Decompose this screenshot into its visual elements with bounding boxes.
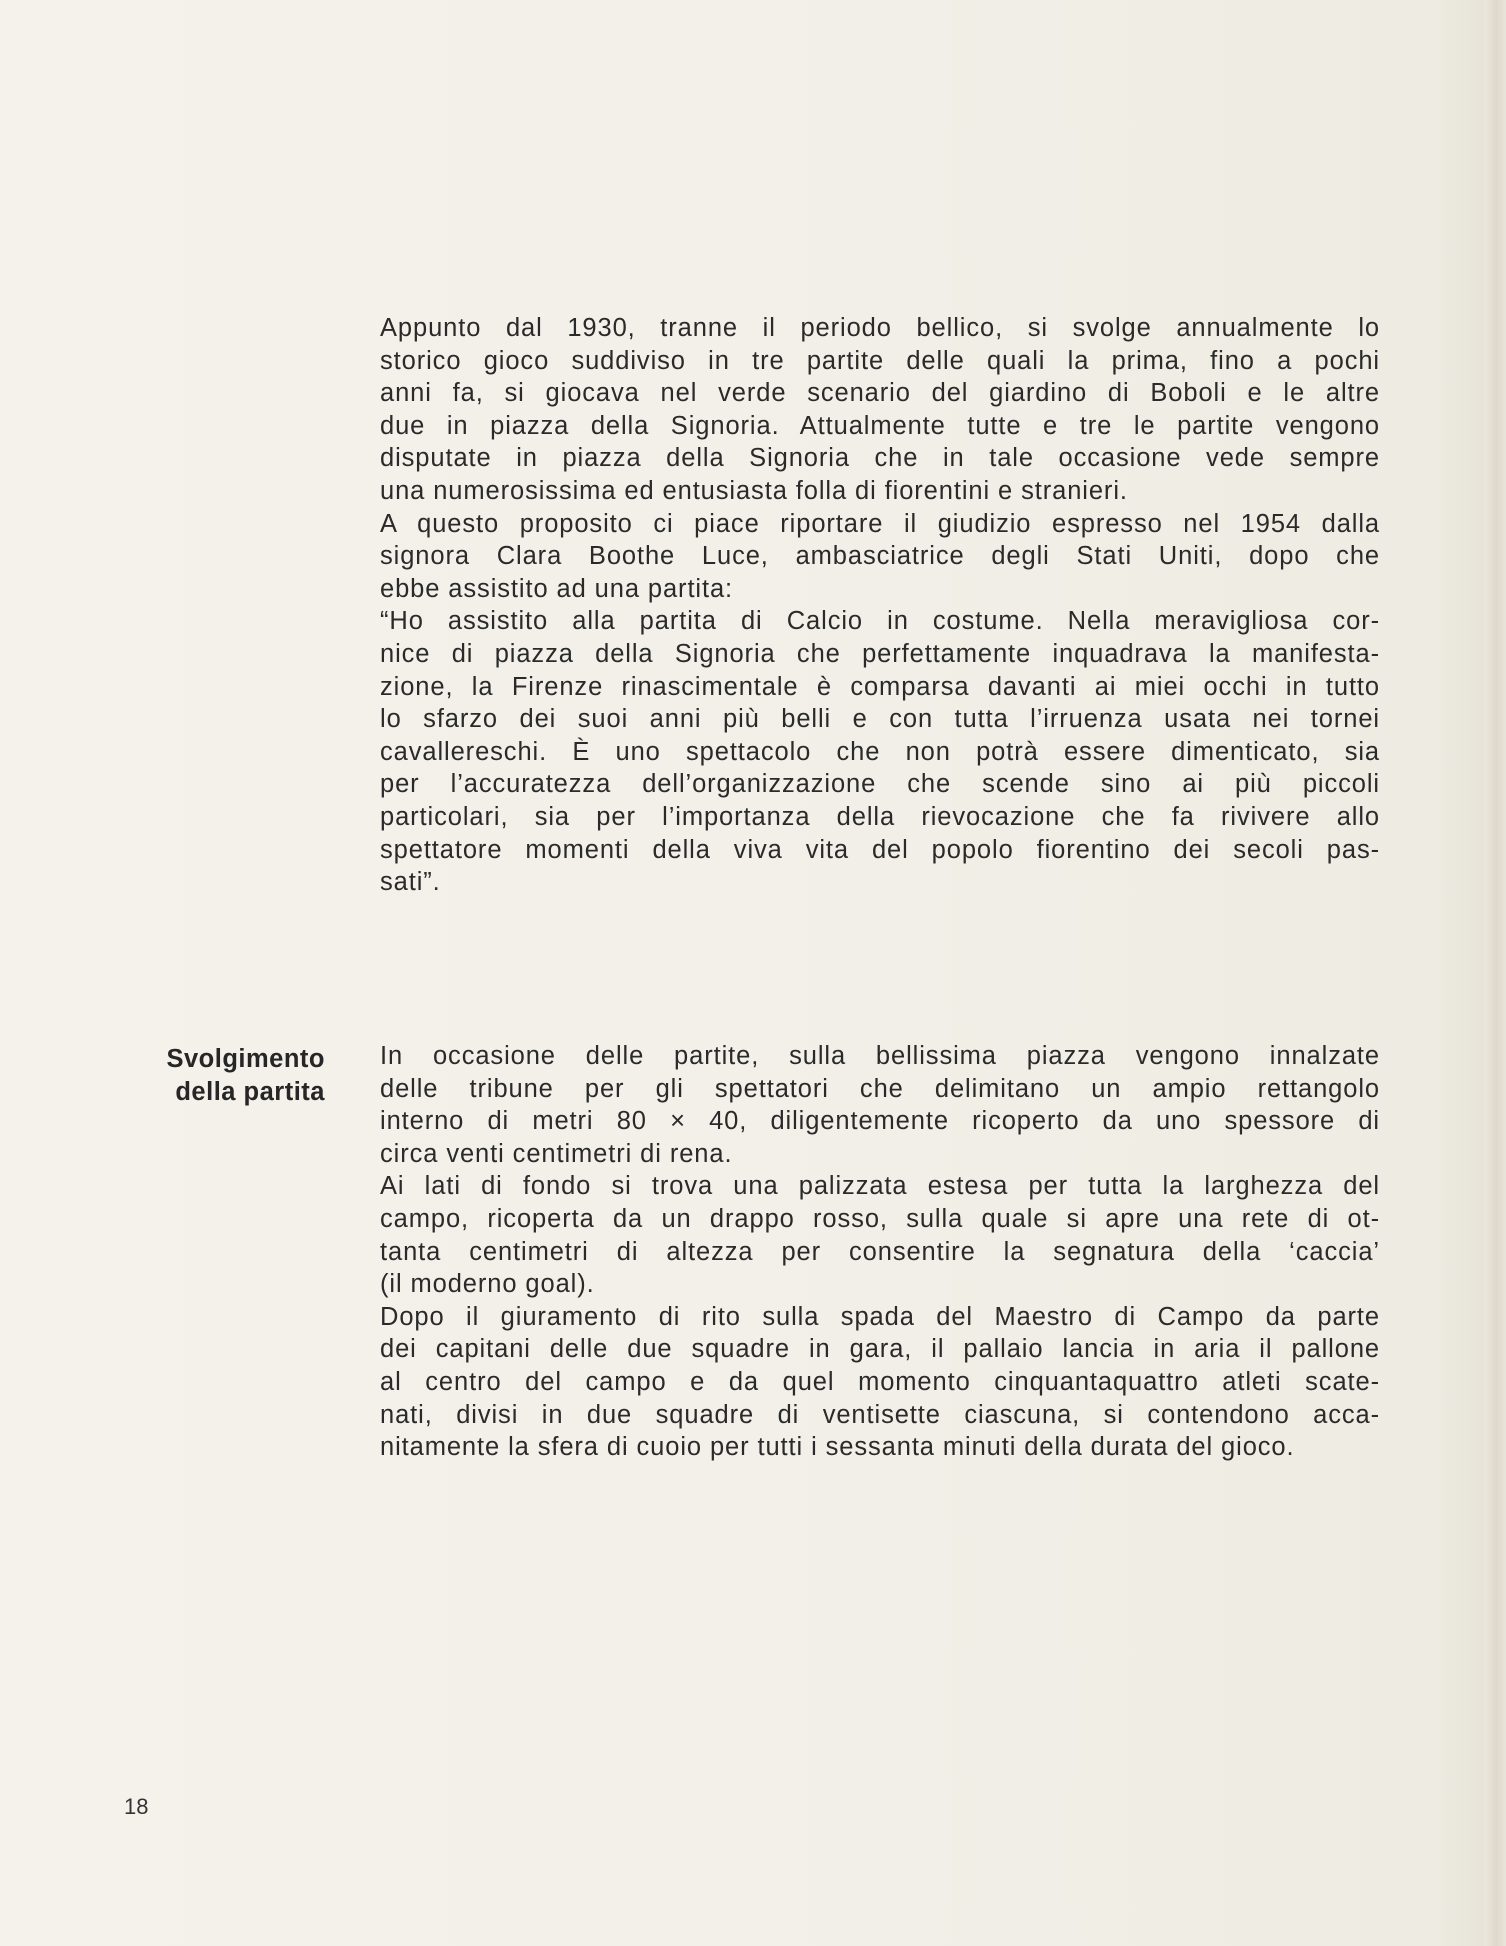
text-line: Dopo il giuramento di rito sulla spada del Maestro di Campo da parte <box>380 1302 1380 1331</box>
text-line: zione, la Firenze rinascimentale è comparsa davanti ai miei occhi in tutto <box>380 672 1380 701</box>
section-paragraph-3 <box>380 1301 1380 1464</box>
text-line: A questo proposito ci piace riportare il giudizio espresso nel 1954 dalla <box>380 509 1380 538</box>
text-line: “Ho assistito alla partita di Calcio in costume. Nella meravigliosa cor- <box>380 607 1380 636</box>
quotation-paragraph <box>380 605 1380 898</box>
text-line: campo, ricoperta da un drappo rosso, sulla quale si apre una rete di ot- <box>380 1204 1380 1233</box>
text-line: disputate in piazza della Signoria che in tale occasione vede sempre <box>380 444 1380 473</box>
text-line: una numerosissima ed entusiasta folla di fiorentini e stranieri. <box>380 476 1128 505</box>
text-line: al centro del campo e da quel momento cinquantaquattro atleti scate- <box>380 1367 1380 1396</box>
text-line: storico gioco suddiviso in tre partite delle quali la prima, fino a pochi <box>380 346 1380 375</box>
text-line: cavallereschi. È uno spettacolo che non potrà essere dimenticato, sia <box>380 737 1380 766</box>
text-line: sati”. <box>380 868 441 897</box>
text-line: due in piazza della Signoria. Attualmente tutte e tre le partite vengono <box>380 411 1380 440</box>
text-line: lo sfarzo dei suoi anni più belli e con tutta l’irruenza usata nei tornei <box>380 705 1380 734</box>
section-heading <box>120 1043 325 1108</box>
text-line: dei capitani delle due squadre in gara, il pallaio lancia in aria il pallone <box>380 1335 1380 1364</box>
text-line: circa venti centimetri di rena. <box>380 1139 733 1168</box>
text-line: Appunto dal 1930, tranne il periodo bellico, si svolge annualmente lo <box>380 314 1380 342</box>
section-paragraph-1 <box>380 1040 1380 1170</box>
text-line: nati, divisi in due squadre di ventisette ciascuna, si contendono acca- <box>380 1400 1380 1429</box>
text-line: spettatore momenti della viva vita del popolo fiorentino dei secoli pas- <box>380 835 1380 864</box>
text-line: per l’accuratezza dell’organizzazione che scende sino ai più piccoli <box>380 770 1380 799</box>
intro-paragraphs <box>380 312 1380 899</box>
section-heading-line-1: Svolgimento <box>166 1045 325 1073</box>
intro-paragraph-2 <box>380 508 1380 606</box>
text-line: delle tribune per gli spettatori che delimitano un ampio rettangolo <box>380 1074 1380 1103</box>
text-line: ebbe assistito ad una partita: <box>380 574 734 603</box>
section-paragraph-2 <box>380 1170 1380 1300</box>
text-line: nitamente la sfera di cuoio per tutti i sessanta minuti della durata del gioco. <box>380 1433 1295 1462</box>
section-paragraphs <box>380 1040 1380 1464</box>
text-line: Ai lati di fondo si trova una palizzata estesa per tutta la larghezza del <box>380 1172 1380 1201</box>
text-line: In occasione delle partite, sulla bellissima piazza vengono innalzate <box>380 1042 1380 1070</box>
text-line: anni fa, si giocava nel verde scenario del giardino di Boboli e le altre <box>380 379 1380 408</box>
page-gutter-shadow <box>1484 0 1506 1946</box>
text-line: (il moderno goal). <box>380 1270 595 1299</box>
intro-paragraph-1 <box>380 312 1380 508</box>
text-line: interno di metri 80 × 40, diligentemente ricoperto da uno spessore di <box>380 1107 1380 1136</box>
section-heading-line-2: della partita <box>175 1077 325 1106</box>
text-line: signora Clara Boothe Luce, ambasciatrice degli Stati Uniti, dopo che <box>380 542 1380 571</box>
text-line: nice di piazza della Signoria che perfettamente inquadrava la manifesta- <box>380 639 1380 668</box>
page-number: 18 <box>124 1794 149 1819</box>
text-line: tanta centimetri di altezza per consentire la segnatura della ‘caccia’ <box>380 1237 1380 1266</box>
text-line: particolari, sia per l’importanza della rievocazione che fa rivivere allo <box>380 802 1380 831</box>
